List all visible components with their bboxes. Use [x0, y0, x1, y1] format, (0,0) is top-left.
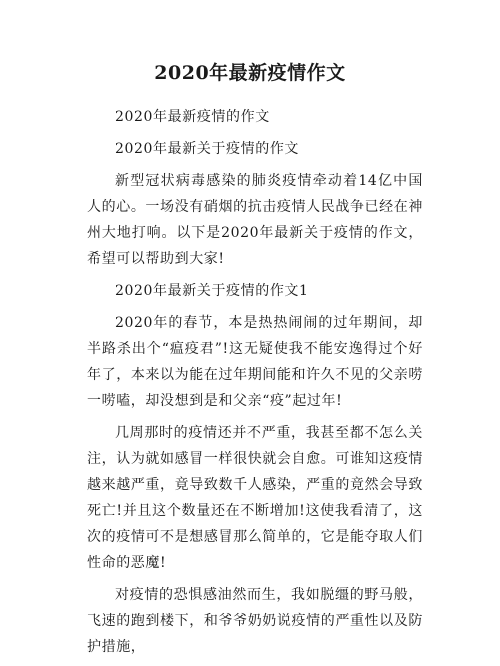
document-title: 2020年最新疫情作文 [154, 62, 346, 84]
paragraph: 2020年的春节，本是热热闹闹的过年期间，却半路杀出个“瘟疫君”!这无疑使我不能安逸得过个好年了，本来以为能在过年期间能和许久不见的父亲唠一唠嗑，却没想到是和父亲“疫”起过年! [87, 315, 423, 409]
paragraph: 2020年最新关于疫情的作文1 [115, 283, 309, 299]
paragraph: 2020年最新关于疫情的作文 [115, 141, 300, 157]
paragraph: 对疫情的恐惧感油然而生，我如脱缰的野马般，飞速的跑到楼下，和爷爷奶奶说疫情的严重性以及防护措施， [87, 587, 423, 655]
paragraph: 新型冠状病毒感染的肺炎疫情牵动着14亿中国人的心。一场没有硝烟的抗击疫情人民战争已经在神州大地打响。以下是2020年最新关于疫情的作文，希望可以帮助到大家! [87, 173, 423, 267]
paragraph: 2020年最新疫情的作文 [115, 109, 270, 125]
paragraph: 几周那时的疫情还并不严重，我甚至都不怎么关注，认为就如感冒一样很快就会自愈。可谁知这疫情越来越严重，竟导致数千人感染，严重的竟然会导致死亡!并且这个数量还在不断增加!这使我看清了，这次的疫情可不是想感冒那么简单的，它是能夺取人们性命的恶魔! [87, 425, 423, 571]
document-body [87, 104, 423, 666]
